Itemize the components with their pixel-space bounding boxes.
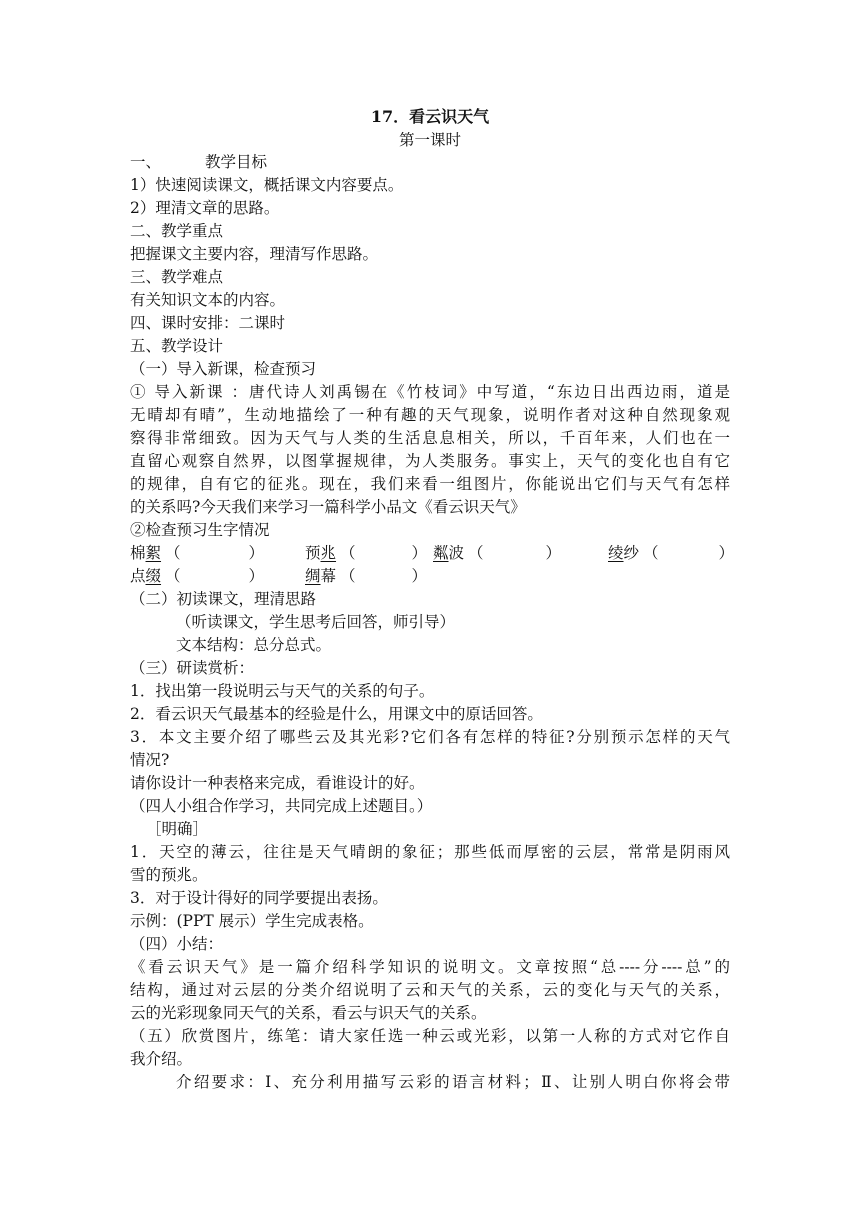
paragraph-line: 结构，通过对云层的分类介绍说明了云和天气的关系，云的变化与天气的关系， <box>130 981 730 999</box>
vocab-item: 点缀 （ ） <box>130 567 265 585</box>
section-number: 一、 <box>130 153 162 171</box>
text-line: 文本结构：总分总式。 <box>176 636 332 654</box>
paragraph-line: （五）欣赏图片，练笔：请大家任选一种云或光彩，以第一人称的方式对它作自 <box>130 1027 730 1045</box>
section-title: 教学目标 <box>205 153 268 171</box>
vocab-item: 棉絮 （ ） <box>130 544 265 562</box>
subsection-heading: （三）研读赏析： <box>130 659 255 677</box>
section-heading-1 <box>130 151 730 173</box>
paragraph-line: 的规律，自有它的征兆。现在，我们来看一组图片，你能说出它们与天气有怎样 <box>130 475 730 493</box>
text-line: 雪的预兆。 <box>130 866 208 884</box>
paragraph-line: 察得非常细致。因为天气与人类的生活息息相关，所以，千百年来，人们也在一 <box>130 429 730 447</box>
vocab-item: 绸幕 （ ） <box>305 567 428 585</box>
section-heading-4: 四、课时安排：二课时 <box>130 314 286 332</box>
text-line: ②检查预习生字情况 <box>130 521 270 539</box>
vocab-item: 粼波 （ ） <box>433 544 562 562</box>
text-line: 2）理清文章的思路。 <box>130 199 280 217</box>
section-heading-2: 二、教学重点 <box>130 222 224 240</box>
subsection-heading: （二）初读课文，理清思路 <box>130 590 317 608</box>
vocab-row <box>130 542 735 564</box>
text-line: ［明确］ <box>146 820 209 838</box>
paragraph-line: 云的光彩现象同天气的关系，看云与识天气的关系。 <box>130 1004 487 1022</box>
vocab-item: 绫纱 （ ） <box>608 544 735 562</box>
text-line: （四人小组合作学习，共同完成上述题目。） <box>130 797 433 815</box>
text-line: （听读课文，学生思考后回答，师引导） <box>176 613 456 631</box>
paragraph-line: 直留心观察自然界，以图掌握规律，为人类服务。事实上，天气的变化也自有它 <box>130 452 730 470</box>
paragraph-line: 无晴却有晴”，生动地描绘了一种有趣的天气现象，说明作者对这种自然现象观 <box>130 406 730 424</box>
section-heading-5: 五、教学设计 <box>130 337 224 355</box>
subsection-heading: （四）小结： <box>130 935 224 953</box>
text-line: 示例：(PPT 展示）学生完成表格。 <box>130 912 374 930</box>
vocab-row <box>130 565 730 587</box>
text-line: 1）快速阅读课文，概括课文内容要点。 <box>130 176 404 194</box>
paragraph-line: ① 导入新课 ：唐代诗人刘禹锡在《竹枝词》中写道，“东边日出西边雨，道是 <box>130 383 730 401</box>
text-line: 请你设计一种表格来完成，看谁设计的好。 <box>130 774 425 792</box>
text-line: 1．天空的薄云，往往是天气晴朗的象征；那些低而厚密的云层，常常是阴雨风 <box>130 843 730 861</box>
text-line: 2．看云识天气最基本的经验是什么，用课文中的原话回答。 <box>130 705 543 723</box>
doc-subtitle: 第一课时 <box>398 131 461 149</box>
text-line: 情况? <box>130 751 170 769</box>
text-line: 3．本文主要介绍了哪些云及其光彩?它们各有怎样的特征?分别预示怎样的天气 <box>130 728 730 746</box>
section-heading-3: 三、教学难点 <box>130 268 224 286</box>
text-line: 1．找出第一段说明云与天气的关系的句子。 <box>130 682 435 700</box>
text-line: 把握课文主要内容，理清写作思路。 <box>130 245 379 263</box>
text-line: 有关知识文本的内容。 <box>130 291 286 309</box>
vocab-item: 预兆 （ ） <box>305 544 428 562</box>
paragraph-line: 介绍要求：Ⅰ、充分利用描写云彩的语言材料；Ⅱ、让别人明白你将会带 <box>176 1073 730 1091</box>
text-line: 3．对于设计得好的同学要提出表扬。 <box>130 889 388 907</box>
doc-title: 17．看云识天气 <box>370 107 490 126</box>
paragraph-line: 《看云识天气》是一篇介绍科学知识的说明文。文章按照“总----分----总”的 <box>130 958 730 976</box>
paragraph-line: 我介绍。 <box>130 1050 193 1068</box>
subsection-heading: （一）导入新课，检查预习 <box>130 360 317 378</box>
paragraph-line: 的关系吗?今天我们来学习一篇科学小品文《看云识天气》 <box>130 498 526 516</box>
